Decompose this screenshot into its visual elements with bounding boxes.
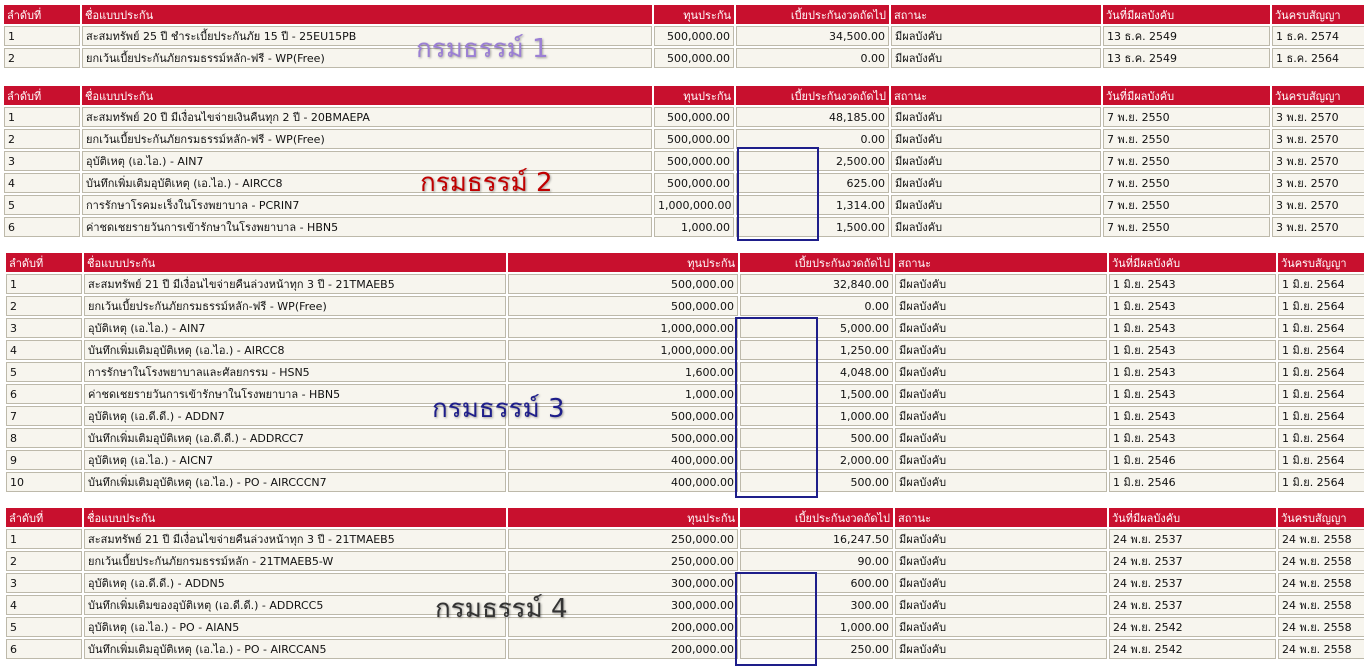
cell-seq: 4 (6, 595, 82, 615)
cell-effective-date: 24 พ.ย. 2537 (1109, 551, 1276, 571)
cell-status: มีผลบังคับ (895, 384, 1107, 404)
cell-status: มีผลบังคับ (895, 472, 1107, 492)
cell-plan-name: ค่าชดเชยรายวันการเข้ารักษาในโรงพยาบาล - HBN5 (82, 217, 652, 237)
cell-status: มีผลบังคับ (891, 195, 1101, 215)
cell-status: มีผลบังคับ (895, 406, 1107, 426)
cell-plan-name: อุบัติเหตุ (เอ.ไอ.) - AICN7 (84, 450, 506, 470)
column-header-maturity-date: วันครบสัญญา (1272, 5, 1364, 24)
table-header-row (4, 5, 1364, 24)
column-header-seq: ลำดับที่ (6, 253, 82, 272)
cell-effective-date: 13 ธ.ค. 2549 (1103, 26, 1270, 46)
cell-next-premium: 0.00 (736, 129, 889, 149)
cell-status: มีผลบังคับ (895, 428, 1107, 448)
cell-seq: 6 (4, 217, 80, 237)
cell-maturity-date: 1 มิ.ย. 2564 (1278, 340, 1364, 360)
cell-status: มีผลบังคับ (895, 274, 1107, 294)
cell-effective-date: 24 พ.ย. 2537 (1109, 595, 1276, 615)
policy-label-3: กรมธรรม์ 3 (432, 394, 565, 424)
cell-maturity-date: 1 มิ.ย. 2564 (1278, 296, 1364, 316)
cell-status: มีผลบังคับ (891, 217, 1101, 237)
cell-plan-name: ค่าชดเชยรายวันการเข้ารักษาในโรงพยาบาล - HBN5 (84, 384, 506, 404)
table-row (4, 217, 1364, 237)
table-row (4, 173, 1364, 193)
cell-sum-insured: 1,000,000.00 (508, 318, 738, 338)
cell-status: มีผลบังคับ (895, 551, 1107, 571)
cell-seq: 4 (4, 173, 80, 193)
cell-status: มีผลบังคับ (895, 340, 1107, 360)
cell-maturity-date: 1 มิ.ย. 2564 (1278, 428, 1364, 448)
cell-maturity-date: 1 ธ.ค. 2574 (1272, 26, 1364, 46)
cell-sum-insured: 200,000.00 (508, 639, 738, 659)
cell-next-premium: 625.00 (736, 173, 889, 193)
column-header-maturity-date: วันครบสัญญา (1272, 86, 1364, 105)
cell-sum-insured: 300,000.00 (508, 595, 738, 615)
table-row (4, 107, 1364, 127)
cell-plan-name: การรักษาโรคมะเร็งในโรงพยาบาล - PCRIN7 (82, 195, 652, 215)
column-header-plan-name: ชื่อแบบประกัน (84, 508, 506, 527)
table-row (6, 362, 1364, 382)
cell-next-premium: 1,500.00 (740, 384, 893, 404)
table-row (6, 406, 1364, 426)
cell-status: มีผลบังคับ (895, 595, 1107, 615)
cell-effective-date: 7 พ.ย. 2550 (1103, 217, 1270, 237)
premium-highlight-box (737, 147, 819, 241)
column-header-effective-date: วันที่มีผลบังคับ (1103, 5, 1270, 24)
cell-seq: 6 (6, 639, 82, 659)
table-row (6, 340, 1364, 360)
table-row (6, 551, 1364, 571)
table-row (6, 296, 1364, 316)
cell-status: มีผลบังคับ (891, 26, 1101, 46)
cell-next-premium: 600.00 (740, 573, 893, 593)
table-header-row (6, 508, 1364, 527)
cell-sum-insured: 500,000.00 (508, 274, 738, 294)
cell-status: มีผลบังคับ (895, 639, 1107, 659)
column-header-seq: ลำดับที่ (4, 86, 80, 105)
cell-next-premium: 5,000.00 (740, 318, 893, 338)
column-header-next-premium: เบี้ยประกันงวดถัดไป (736, 5, 889, 24)
cell-sum-insured: 1,000.00 (508, 384, 738, 404)
cell-seq: 1 (4, 107, 80, 127)
cell-maturity-date: 1 มิ.ย. 2564 (1278, 406, 1364, 426)
cell-next-premium: 32,840.00 (740, 274, 893, 294)
cell-next-premium: 1,500.00 (736, 217, 889, 237)
table-row (6, 318, 1364, 338)
cell-sum-insured: 500,000.00 (654, 48, 734, 68)
cell-next-premium: 1,314.00 (736, 195, 889, 215)
cell-status: มีผลบังคับ (891, 129, 1101, 149)
cell-effective-date: 7 พ.ย. 2550 (1103, 195, 1270, 215)
cell-seq: 7 (6, 406, 82, 426)
cell-seq: 4 (6, 340, 82, 360)
table-header-row (6, 253, 1364, 272)
cell-maturity-date: 3 พ.ย. 2570 (1272, 151, 1364, 171)
table-row (6, 573, 1364, 593)
cell-maturity-date: 24 พ.ย. 2558 (1278, 639, 1364, 659)
table-row (6, 274, 1364, 294)
cell-sum-insured: 1,000,000.00 (654, 195, 734, 215)
cell-status: มีผลบังคับ (895, 529, 1107, 549)
policy-label-4: กรมธรรม์ 4 (435, 594, 568, 624)
table-row (6, 595, 1364, 615)
cell-effective-date: 1 มิ.ย. 2543 (1109, 318, 1276, 338)
cell-sum-insured: 500,000.00 (508, 296, 738, 316)
cell-next-premium: 48,185.00 (736, 107, 889, 127)
cell-sum-insured: 250,000.00 (508, 529, 738, 549)
cell-seq: 2 (6, 296, 82, 316)
cell-maturity-date: 24 พ.ย. 2558 (1278, 529, 1364, 549)
cell-effective-date: 1 มิ.ย. 2546 (1109, 472, 1276, 492)
cell-plan-name: ยกเว้นเบี้ยประกันภัยกรมธรรม์หลัก - 21TMAEB5-W (84, 551, 506, 571)
cell-maturity-date: 1 มิ.ย. 2564 (1278, 362, 1364, 382)
cell-next-premium: 16,247.50 (740, 529, 893, 549)
cell-seq: 8 (6, 428, 82, 448)
cell-next-premium: 1,000.00 (740, 406, 893, 426)
cell-status: มีผลบังคับ (895, 296, 1107, 316)
cell-next-premium: 1,250.00 (740, 340, 893, 360)
cell-status: มีผลบังคับ (895, 617, 1107, 637)
cell-next-premium: 4,048.00 (740, 362, 893, 382)
cell-status: มีผลบังคับ (891, 48, 1101, 68)
cell-sum-insured: 500,000.00 (508, 406, 738, 426)
cell-plan-name: บันทึกเพิ่มเติมอุบัติเหตุ (เอ.ไอ.) - AIRCC8 (82, 173, 652, 193)
table-row (4, 151, 1364, 171)
cell-seq: 2 (6, 551, 82, 571)
cell-next-premium: 90.00 (740, 551, 893, 571)
column-header-status: สถานะ (895, 253, 1107, 272)
cell-sum-insured: 500,000.00 (508, 428, 738, 448)
cell-effective-date: 1 มิ.ย. 2543 (1109, 362, 1276, 382)
cell-maturity-date: 1 มิ.ย. 2564 (1278, 472, 1364, 492)
policy-label-2: กรมธรรม์ 2 (420, 168, 553, 198)
cell-seq: 5 (6, 362, 82, 382)
table-row (4, 195, 1364, 215)
column-header-seq: ลำดับที่ (6, 508, 82, 527)
cell-plan-name: การรักษาในโรงพยาบาลและศัลยกรรม - HSN5 (84, 362, 506, 382)
cell-maturity-date: 1 มิ.ย. 2564 (1278, 450, 1364, 470)
table-row (6, 472, 1364, 492)
cell-seq: 3 (6, 573, 82, 593)
premium-highlight-box (735, 572, 817, 666)
cell-plan-name: อุบัติเหตุ (เอ.ไอ.) - PO - AIAN5 (84, 617, 506, 637)
cell-sum-insured: 400,000.00 (508, 472, 738, 492)
cell-plan-name: อุบัติเหตุ (เอ.ดี.ดี.) - ADDN5 (84, 573, 506, 593)
column-header-effective-date: วันที่มีผลบังคับ (1103, 86, 1270, 105)
cell-maturity-date: 1 ธ.ค. 2564 (1272, 48, 1364, 68)
policy-table-2 (2, 84, 1364, 239)
cell-status: มีผลบังคับ (895, 362, 1107, 382)
cell-sum-insured: 500,000.00 (654, 107, 734, 127)
cell-seq: 1 (6, 274, 82, 294)
cell-plan-name: สะสมทรัพย์ 20 ปี มีเงื่อนไขจ่ายเงินคืนทุก 2 ปี - 20BMAEPA (82, 107, 652, 127)
cell-plan-name: สะสมทรัพย์ 21 ปี มีเงื่อนไขจ่ายคืนล่วงหน้าทุก 3 ปี - 21TMAEB5 (84, 274, 506, 294)
table-row (6, 428, 1364, 448)
cell-status: มีผลบังคับ (895, 450, 1107, 470)
cell-plan-name: บันทึกเพิ่มเติมอุบัติเหตุ (เอ.ไอ.) - AIRCC8 (84, 340, 506, 360)
cell-effective-date: 1 มิ.ย. 2543 (1109, 340, 1276, 360)
cell-sum-insured: 500,000.00 (654, 173, 734, 193)
column-header-seq: ลำดับที่ (4, 5, 80, 24)
column-header-sum-insured: ทุนประกัน (508, 508, 738, 527)
cell-maturity-date: 24 พ.ย. 2558 (1278, 573, 1364, 593)
column-header-status: สถานะ (895, 508, 1107, 527)
cell-status: มีผลบังคับ (891, 107, 1101, 127)
cell-seq: 10 (6, 472, 82, 492)
cell-effective-date: 13 ธ.ค. 2549 (1103, 48, 1270, 68)
cell-next-premium: 0.00 (736, 48, 889, 68)
cell-maturity-date: 1 มิ.ย. 2564 (1278, 384, 1364, 404)
table-row (6, 617, 1364, 637)
cell-plan-name: สะสมทรัพย์ 21 ปี มีเงื่อนไขจ่ายคืนล่วงหน้าทุก 3 ปี - 21TMAEB5 (84, 529, 506, 549)
premium-highlight-box (735, 317, 818, 498)
column-header-plan-name: ชื่อแบบประกัน (84, 253, 506, 272)
cell-plan-name: อุบัติเหตุ (เอ.ดี.ดี.) - ADDN7 (84, 406, 506, 426)
cell-plan-name: ยกเว้นเบี้ยประกันภัยกรมธรรม์หลัก-ฟรี - WP(Free) (82, 129, 652, 149)
cell-maturity-date: 3 พ.ย. 2570 (1272, 217, 1364, 237)
cell-sum-insured: 1,000,000.00 (508, 340, 738, 360)
cell-effective-date: 24 พ.ย. 2542 (1109, 617, 1276, 637)
cell-next-premium: 2,500.00 (736, 151, 889, 171)
cell-next-premium: 1,000.00 (740, 617, 893, 637)
cell-sum-insured: 300,000.00 (508, 573, 738, 593)
cell-seq: 6 (6, 384, 82, 404)
table-header-row (4, 86, 1364, 105)
table-row (6, 384, 1364, 404)
column-header-plan-name: ชื่อแบบประกัน (82, 86, 652, 105)
cell-status: มีผลบังคับ (895, 573, 1107, 593)
cell-seq: 1 (6, 529, 82, 549)
cell-plan-name: ยกเว้นเบี้ยประกันภัยกรมธรรม์หลัก-ฟรี - WP(Free) (82, 48, 652, 68)
cell-status: มีผลบังคับ (891, 151, 1101, 171)
cell-sum-insured: 200,000.00 (508, 617, 738, 637)
cell-status: มีผลบังคับ (891, 173, 1101, 193)
cell-next-premium: 0.00 (740, 296, 893, 316)
column-header-next-premium: เบี้ยประกันงวดถัดไป (736, 86, 889, 105)
cell-effective-date: 7 พ.ย. 2550 (1103, 107, 1270, 127)
table-row (4, 129, 1364, 149)
cell-sum-insured: 1,000.00 (654, 217, 734, 237)
cell-plan-name: บันทึกเพิ่มเติมของอุบัติเหตุ (เอ.ดี.ดี.) - ADDRCC5 (84, 595, 506, 615)
column-header-sum-insured: ทุนประกัน (654, 5, 734, 24)
cell-next-premium: 2,000.00 (740, 450, 893, 470)
cell-effective-date: 7 พ.ย. 2550 (1103, 129, 1270, 149)
cell-seq: 5 (4, 195, 80, 215)
cell-seq: 9 (6, 450, 82, 470)
cell-sum-insured: 500,000.00 (654, 129, 734, 149)
cell-effective-date: 7 พ.ย. 2550 (1103, 173, 1270, 193)
cell-sum-insured: 1,600.00 (508, 362, 738, 382)
cell-effective-date: 1 มิ.ย. 2543 (1109, 274, 1276, 294)
cell-maturity-date: 3 พ.ย. 2570 (1272, 107, 1364, 127)
cell-effective-date: 24 พ.ย. 2537 (1109, 529, 1276, 549)
column-header-next-premium: เบี้ยประกันงวดถัดไป (740, 253, 893, 272)
cell-effective-date: 7 พ.ย. 2550 (1103, 151, 1270, 171)
cell-seq: 2 (4, 129, 80, 149)
cell-status: มีผลบังคับ (895, 318, 1107, 338)
cell-next-premium: 500.00 (740, 472, 893, 492)
cell-effective-date: 1 มิ.ย. 2543 (1109, 406, 1276, 426)
cell-plan-name: สะสมทรัพย์ 25 ปี ชำระเบี้ยประกันภัย 15 ปี - 25EU15PB (82, 26, 652, 46)
cell-seq: 3 (4, 151, 80, 171)
table-row (6, 450, 1364, 470)
cell-next-premium: 34,500.00 (736, 26, 889, 46)
cell-sum-insured: 250,000.00 (508, 551, 738, 571)
policy-label-1: กรมธรรม์ 1 (416, 34, 549, 64)
cell-maturity-date: 1 มิ.ย. 2564 (1278, 274, 1364, 294)
cell-maturity-date: 1 มิ.ย. 2564 (1278, 318, 1364, 338)
cell-next-premium: 500.00 (740, 428, 893, 448)
cell-maturity-date: 3 พ.ย. 2570 (1272, 195, 1364, 215)
column-header-effective-date: วันที่มีผลบังคับ (1109, 508, 1276, 527)
cell-seq: 2 (4, 48, 80, 68)
cell-effective-date: 24 พ.ย. 2542 (1109, 639, 1276, 659)
cell-maturity-date: 24 พ.ย. 2558 (1278, 617, 1364, 637)
column-header-sum-insured: ทุนประกัน (654, 86, 734, 105)
column-header-next-premium: เบี้ยประกันงวดถัดไป (740, 508, 893, 527)
policy-table-3 (4, 251, 1364, 494)
cell-effective-date: 1 มิ.ย. 2543 (1109, 384, 1276, 404)
column-header-status: สถานะ (891, 5, 1101, 24)
cell-plan-name: บันทึกเพิ่มเติมอุบัติเหตุ (เอ.ไอ.) - PO - AIRCCCN7 (84, 472, 506, 492)
column-header-maturity-date: วันครบสัญญา (1278, 253, 1364, 272)
table-row (6, 529, 1364, 549)
cell-next-premium: 300.00 (740, 595, 893, 615)
column-header-effective-date: วันที่มีผลบังคับ (1109, 253, 1276, 272)
cell-effective-date: 1 มิ.ย. 2543 (1109, 428, 1276, 448)
table-row (6, 639, 1364, 659)
column-header-sum-insured: ทุนประกัน (508, 253, 738, 272)
cell-plan-name: อุบัติเหตุ (เอ.ไอ.) - AIN7 (84, 318, 506, 338)
column-header-maturity-date: วันครบสัญญา (1278, 508, 1364, 527)
cell-plan-name: บันทึกเพิ่มเติมอุบัติเหตุ (เอ.ไอ.) - PO - AIRCCAN5 (84, 639, 506, 659)
cell-plan-name: อุบัติเหตุ (เอ.ไอ.) - AIN7 (82, 151, 652, 171)
policy-table-4 (4, 506, 1364, 661)
cell-plan-name: ยกเว้นเบี้ยประกันภัยกรมธรรม์หลัก-ฟรี - WP(Free) (84, 296, 506, 316)
cell-seq: 1 (4, 26, 80, 46)
cell-sum-insured: 500,000.00 (654, 26, 734, 46)
table-row (4, 48, 1364, 68)
cell-maturity-date: 3 พ.ย. 2570 (1272, 173, 1364, 193)
cell-sum-insured: 400,000.00 (508, 450, 738, 470)
cell-maturity-date: 24 พ.ย. 2558 (1278, 595, 1364, 615)
cell-seq: 5 (6, 617, 82, 637)
column-header-status: สถานะ (891, 86, 1101, 105)
cell-effective-date: 1 มิ.ย. 2543 (1109, 296, 1276, 316)
cell-sum-insured: 500,000.00 (654, 151, 734, 171)
table-row (4, 26, 1364, 46)
cell-maturity-date: 24 พ.ย. 2558 (1278, 551, 1364, 571)
column-header-plan-name: ชื่อแบบประกัน (82, 5, 652, 24)
cell-seq: 3 (6, 318, 82, 338)
cell-maturity-date: 3 พ.ย. 2570 (1272, 129, 1364, 149)
policy-table-1 (2, 3, 1364, 70)
cell-effective-date: 24 พ.ย. 2537 (1109, 573, 1276, 593)
cell-plan-name: บันทึกเพิ่มเติมอุบัติเหตุ (เอ.ดี.ดี.) - ADDRCC7 (84, 428, 506, 448)
cell-next-premium: 250.00 (740, 639, 893, 659)
cell-effective-date: 1 มิ.ย. 2546 (1109, 450, 1276, 470)
